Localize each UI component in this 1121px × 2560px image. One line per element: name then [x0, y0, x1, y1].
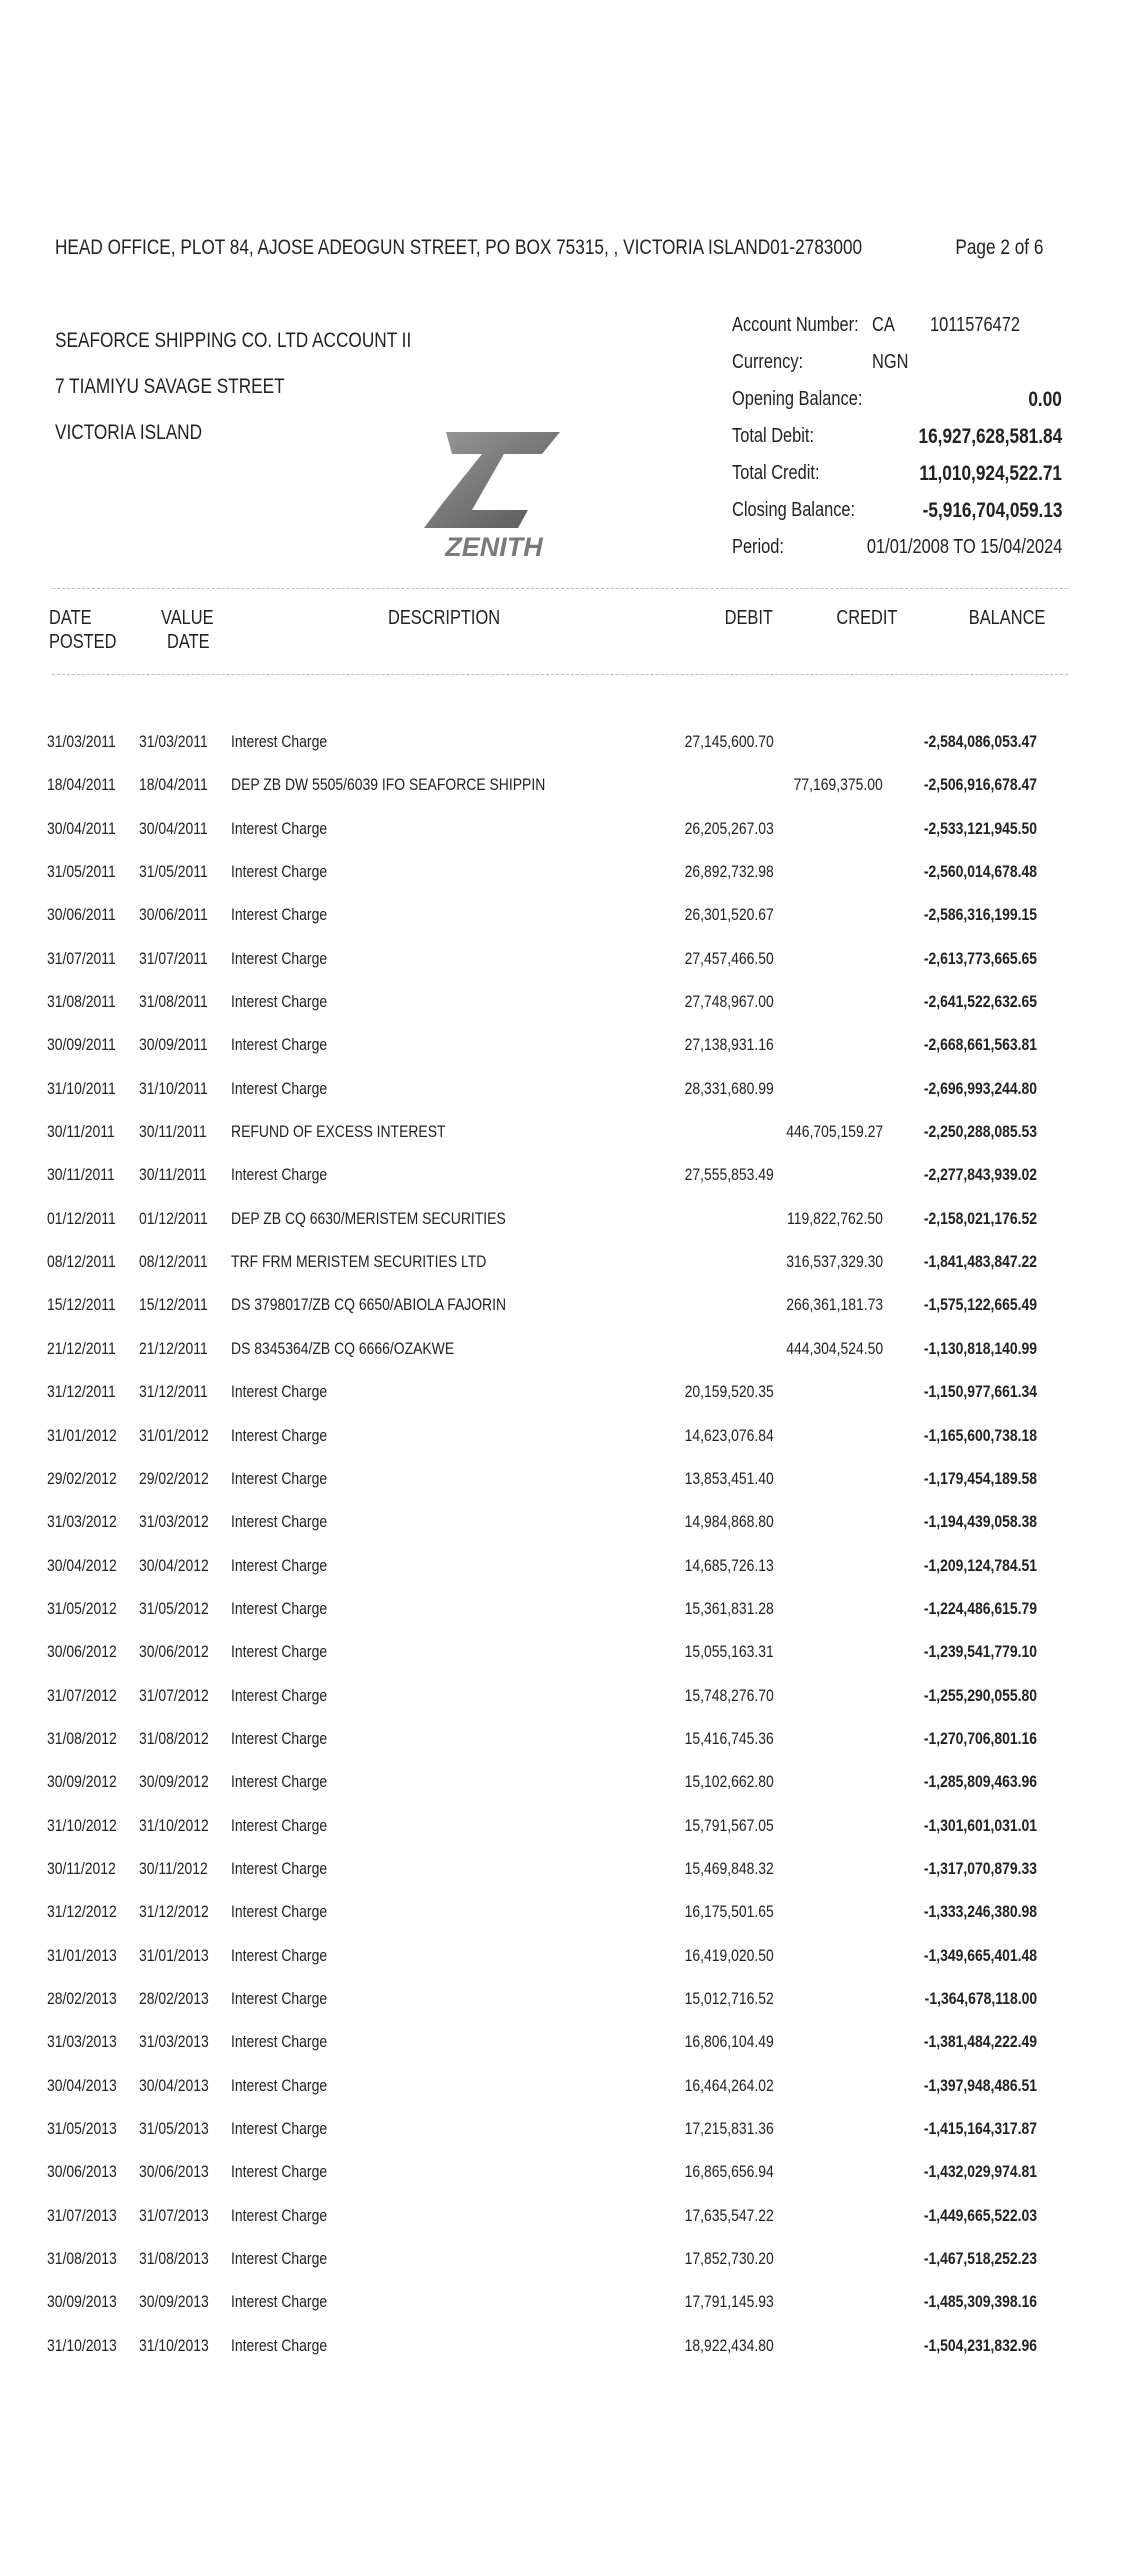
row-value-date: 31/12/2011 — [139, 1382, 208, 1402]
row-value-date: 30/11/2012 — [139, 1858, 208, 1878]
row-value-date: 31/05/2013 — [139, 2119, 209, 2138]
row-date-posted: 31/01/2012 — [47, 1425, 117, 1445]
row-value-date: 30/11/2011 — [139, 1165, 207, 1185]
row-description: Interest Charge — [231, 1512, 328, 1532]
row-credit: 266,361,181.73 — [786, 1295, 883, 1315]
row-description: Interest Charge — [231, 2075, 328, 2095]
transaction-row — [0, 850, 1121, 893]
transaction-row — [0, 1153, 1121, 1196]
transaction-row — [0, 1240, 1121, 1283]
transaction-row — [0, 893, 1121, 936]
row-description: Interest Charge — [231, 2335, 328, 2355]
row-description: Interest Charge — [231, 1382, 328, 1402]
row-debit: 27,145,600.70 — [684, 732, 774, 751]
row-value-date: 31/05/2012 — [139, 1598, 209, 1618]
row-date-posted: 31/07/2011 — [47, 948, 116, 968]
row-description: REFUND OF EXCESS INTEREST — [231, 1122, 446, 1142]
transaction-row — [0, 2324, 1121, 2367]
row-value-date: 15/12/2011 — [139, 1295, 208, 1315]
row-debit: 15,791,567.05 — [684, 1815, 774, 1835]
row-value-date: 30/04/2011 — [139, 818, 208, 838]
row-debit: 18,922,434.80 — [684, 2335, 774, 2355]
row-description: Interest Charge — [231, 1165, 328, 1185]
opening-balance-label: Opening Balance: — [732, 388, 863, 410]
transaction-row — [0, 1457, 1121, 1500]
transaction-row — [0, 1587, 1121, 1630]
row-value-date: 31/07/2012 — [139, 1685, 209, 1705]
row-debit: 28,331,680.99 — [684, 1078, 774, 1098]
row-value-date: 30/06/2011 — [139, 905, 208, 925]
transaction-row — [0, 1110, 1121, 1153]
row-description: Interest Charge — [231, 1555, 328, 1575]
row-date-posted: 31/07/2013 — [47, 2205, 117, 2225]
transaction-row — [0, 1977, 1121, 2020]
transaction-row — [0, 1023, 1121, 1066]
row-balance: -1,432,029,974.81 — [923, 2162, 1037, 2182]
total-credit-row — [732, 462, 1062, 499]
opening-balance-row — [732, 388, 1062, 425]
row-debit: 14,685,726.13 — [684, 1555, 774, 1575]
row-date-posted: 31/01/2013 — [47, 1945, 117, 1965]
transaction-row — [0, 1197, 1121, 1240]
row-debit: 27,748,967.00 — [684, 992, 774, 1012]
row-date-posted: 31/05/2012 — [47, 1598, 117, 1618]
row-balance: -2,250,288,085.53 — [923, 1122, 1037, 1142]
row-value-date: 30/09/2011 — [139, 1035, 208, 1055]
row-debit: 17,635,547.22 — [684, 2205, 774, 2225]
transaction-row — [0, 1067, 1121, 1110]
row-debit: 26,892,732.98 — [684, 862, 774, 882]
transaction-row — [0, 1414, 1121, 1457]
row-date-posted: 30/06/2012 — [47, 1642, 117, 1662]
transaction-row — [0, 1804, 1121, 1847]
row-debit: 16,806,104.49 — [684, 2032, 774, 2052]
row-date-posted: 21/12/2011 — [47, 1338, 116, 1358]
row-balance: -2,586,316,199.15 — [923, 905, 1037, 925]
row-description: Interest Charge — [231, 1685, 328, 1705]
row-description: Interest Charge — [231, 2032, 328, 2052]
zenith-z-mark — [424, 432, 560, 528]
row-description: Interest Charge — [231, 818, 328, 838]
row-value-date: 31/03/2013 — [139, 2032, 209, 2052]
row-balance: -2,668,661,563.81 — [923, 1035, 1037, 1055]
row-date-posted: 30/09/2011 — [47, 1035, 116, 1055]
row-date-posted: 31/12/2011 — [47, 1382, 116, 1402]
transaction-row — [0, 720, 1121, 763]
row-value-date: 30/06/2013 — [139, 2162, 209, 2182]
row-date-posted: 31/07/2012 — [47, 1685, 117, 1705]
transaction-row — [0, 807, 1121, 850]
zenith-logo — [424, 432, 564, 560]
row-date-posted: 31/08/2013 — [47, 2249, 117, 2269]
row-description: Interest Charge — [231, 992, 328, 1012]
row-value-date: 31/01/2012 — [139, 1425, 209, 1445]
row-date-posted: 31/05/2011 — [47, 862, 116, 882]
row-value-date: 30/04/2013 — [139, 2075, 209, 2095]
row-credit: 446,705,159.27 — [786, 1122, 883, 1142]
row-debit: 15,102,662.80 — [684, 1772, 774, 1792]
transaction-row — [0, 1630, 1121, 1673]
row-balance: -1,467,518,252.23 — [923, 2249, 1037, 2269]
transaction-row — [0, 1370, 1121, 1413]
row-balance: -1,165,600,738.18 — [923, 1425, 1037, 1445]
transaction-row — [0, 1283, 1121, 1326]
row-description: Interest Charge — [231, 1902, 328, 1922]
row-balance: -1,381,484,222.49 — [923, 2032, 1037, 2052]
row-description: DS 3798017/ZB CQ 6650/ABIOLA FAJORIN — [231, 1295, 507, 1315]
row-value-date: 31/12/2012 — [139, 1902, 209, 1922]
col-value-date: VALUE DATE — [161, 607, 214, 653]
row-balance: -1,194,439,058.38 — [923, 1512, 1037, 1532]
row-value-date: 31/10/2012 — [139, 1815, 209, 1835]
row-description: Interest Charge — [231, 1772, 328, 1792]
row-debit: 15,361,831.28 — [684, 1598, 774, 1618]
row-balance: -1,364,678,118.00 — [924, 1988, 1037, 2008]
col-credit: CREDIT — [835, 607, 897, 629]
transaction-row — [0, 2107, 1121, 2150]
row-balance: -1,285,809,463.96 — [923, 1772, 1037, 1792]
row-debit: 26,301,520.67 — [684, 905, 774, 925]
col-date-posted: DATE POSTED — [49, 607, 117, 653]
row-description: Interest Charge — [231, 1815, 328, 1835]
row-date-posted: 31/03/2013 — [47, 2032, 117, 2052]
row-balance: -2,506,916,678.47 — [923, 775, 1037, 795]
total-debit-row — [732, 425, 1062, 462]
account-summary — [732, 314, 1062, 573]
transaction-row — [0, 1674, 1121, 1717]
row-date-posted: 30/04/2012 — [47, 1555, 117, 1575]
row-description: DEP ZB CQ 6630/MERISTEM SECURITIES — [231, 1208, 506, 1228]
row-date-posted: 31/08/2011 — [47, 992, 116, 1012]
total-debit-label: Total Debit: — [732, 425, 815, 447]
row-balance: -2,158,021,176.52 — [923, 1208, 1037, 1228]
col-description: DESCRIPTION — [388, 607, 501, 629]
row-value-date: 30/09/2013 — [139, 2292, 209, 2312]
customer-address-line2: VICTORIA ISLAND — [55, 421, 203, 444]
period-row — [732, 536, 1062, 573]
row-balance: -2,641,522,632.65 — [923, 992, 1037, 1012]
row-description: Interest Charge — [231, 1078, 328, 1098]
row-balance: -1,301,601,031.01 — [923, 1815, 1037, 1835]
transaction-row — [0, 1327, 1121, 1370]
row-value-date: 30/09/2012 — [139, 1772, 209, 1792]
currency-value: NGN — [872, 351, 909, 373]
row-date-posted: 30/06/2011 — [47, 905, 116, 925]
row-date-posted: 31/03/2012 — [47, 1512, 117, 1532]
row-date-posted: 30/11/2011 — [47, 1122, 115, 1142]
row-balance: -1,179,454,189.58 — [923, 1468, 1037, 1488]
row-balance: -1,209,124,784.51 — [923, 1555, 1037, 1575]
row-description: Interest Charge — [231, 2249, 328, 2269]
transaction-row — [0, 2064, 1121, 2107]
row-balance: -1,349,665,401.48 — [923, 1945, 1037, 1965]
opening-balance-value: 0.00 — [1028, 388, 1062, 411]
row-debit: 15,012,716.52 — [684, 1988, 774, 2008]
row-credit: 119,822,762.50 — [787, 1208, 883, 1228]
row-debit: 15,416,745.36 — [684, 1728, 774, 1748]
row-value-date: 31/03/2012 — [139, 1512, 209, 1532]
transaction-row — [0, 1717, 1121, 1760]
bank-address-text: HEAD OFFICE, PLOT 84, AJOSE ADEOGUN STREET, PO BOX 75315, , VICTORIA ISLAND01-2783000 — [55, 236, 863, 259]
row-balance: -1,504,231,832.96 — [923, 2335, 1037, 2355]
row-debit: 17,852,730.20 — [684, 2249, 774, 2269]
row-value-date: 31/08/2012 — [139, 1728, 209, 1748]
row-balance: -1,150,977,661.34 — [923, 1382, 1037, 1402]
row-value-date: 31/10/2013 — [139, 2335, 209, 2355]
row-description: TRF FRM MERISTEM SECURITIES LTD — [231, 1252, 487, 1272]
row-debit: 27,457,466.50 — [684, 948, 774, 968]
period-value: 01/01/2008 TO 15/04/2024 — [866, 536, 1062, 558]
row-description: Interest Charge — [231, 1988, 328, 2008]
transaction-row — [0, 2237, 1121, 2280]
closing-balance-value: -5,916,704,059.13 — [922, 499, 1062, 522]
row-description: Interest Charge — [231, 2162, 328, 2182]
col-balance: BALANCE — [968, 607, 1045, 629]
col-debit: DEBIT — [724, 607, 773, 629]
row-balance: -2,613,773,665.65 — [923, 948, 1037, 968]
transaction-row — [0, 1500, 1121, 1543]
row-description: Interest Charge — [231, 1728, 328, 1748]
row-balance: -1,485,309,398.16 — [923, 2292, 1037, 2312]
row-value-date: 21/12/2011 — [139, 1338, 208, 1358]
row-debit: 15,469,848.32 — [684, 1858, 774, 1878]
row-description: Interest Charge — [231, 1945, 328, 1965]
currency-row — [732, 351, 1062, 388]
header-divider-bottom — [52, 674, 1068, 675]
row-debit: 16,419,020.50 — [684, 1945, 774, 1965]
row-balance: -2,277,843,939.02 — [923, 1165, 1037, 1185]
row-debit: 26,205,267.03 — [684, 818, 774, 838]
row-date-posted: 29/02/2012 — [47, 1468, 117, 1488]
currency-label: Currency: — [732, 351, 804, 373]
row-value-date: 31/03/2011 — [139, 732, 208, 751]
row-description: Interest Charge — [231, 2119, 328, 2138]
row-value-date: 30/04/2012 — [139, 1555, 209, 1575]
row-date-posted: 15/12/2011 — [47, 1295, 116, 1315]
row-value-date: 31/08/2011 — [139, 992, 208, 1012]
transaction-row — [0, 1890, 1121, 1933]
row-debit: 13,853,451.40 — [684, 1468, 774, 1488]
row-credit: 316,537,329.30 — [786, 1252, 883, 1272]
row-value-date: 30/06/2012 — [139, 1642, 209, 1662]
transaction-row — [0, 2280, 1121, 2323]
transaction-row — [0, 1544, 1121, 1587]
row-date-posted: 31/10/2012 — [47, 1815, 117, 1835]
row-date-posted: 31/03/2011 — [47, 732, 116, 751]
row-value-date: 31/01/2013 — [139, 1945, 209, 1965]
row-description: Interest Charge — [231, 948, 328, 968]
row-date-posted: 31/08/2012 — [47, 1728, 117, 1748]
row-description: Interest Charge — [231, 1468, 328, 1488]
row-description: Interest Charge — [231, 1642, 328, 1662]
row-balance: -1,415,164,317.87 — [923, 2119, 1037, 2138]
row-description: Interest Charge — [231, 862, 328, 882]
row-description: Interest Charge — [231, 1035, 328, 1055]
row-value-date: 18/04/2011 — [139, 775, 208, 795]
row-debit: 27,138,931.16 — [684, 1035, 774, 1055]
row-value-date: 08/12/2011 — [139, 1252, 208, 1272]
row-debit: 16,175,501.65 — [684, 1902, 774, 1922]
account-number-value: 1011576472 — [930, 314, 1020, 336]
row-balance: -1,841,483,847.22 — [923, 1252, 1037, 1272]
customer-address-line1: 7 TIAMIYU SAVAGE STREET — [55, 375, 285, 398]
page-number — [936, 236, 1043, 260]
row-date-posted: 31/10/2013 — [47, 2335, 117, 2355]
row-date-posted: 30/11/2011 — [47, 1165, 115, 1185]
transaction-row — [0, 763, 1121, 806]
total-credit-value: 11,010,924,522.71 — [919, 462, 1062, 485]
row-value-date: 31/05/2011 — [139, 862, 208, 882]
transaction-row — [0, 937, 1121, 980]
row-balance: -1,255,290,055.80 — [923, 1685, 1037, 1705]
period-label: Period: — [732, 536, 784, 558]
row-credit: 444,304,524.50 — [786, 1338, 883, 1358]
row-description: Interest Charge — [231, 1598, 328, 1618]
row-date-posted: 30/09/2012 — [47, 1772, 117, 1792]
row-date-posted: 01/12/2011 — [47, 1208, 116, 1228]
closing-balance-label: Closing Balance: — [732, 499, 856, 521]
row-date-posted: 30/09/2013 — [47, 2292, 117, 2312]
closing-balance-row — [732, 499, 1062, 536]
row-date-posted: 31/05/2013 — [47, 2119, 117, 2138]
transaction-row — [0, 2150, 1121, 2193]
row-balance: -1,333,246,380.98 — [923, 1902, 1037, 1922]
row-balance: -2,696,993,244.80 — [923, 1078, 1037, 1098]
row-description: Interest Charge — [231, 905, 328, 925]
row-value-date: 28/02/2013 — [139, 1988, 209, 2008]
row-description: Interest Charge — [231, 2205, 328, 2225]
row-description: Interest Charge — [231, 732, 328, 751]
column-headers — [0, 606, 1121, 666]
total-debit-value: 16,927,628,581.84 — [918, 425, 1062, 448]
row-balance: -1,397,948,486.51 — [923, 2075, 1037, 2095]
row-value-date: 31/08/2013 — [139, 2249, 209, 2269]
account-number-label: Account Number: — [732, 314, 859, 336]
transaction-row — [0, 2020, 1121, 2063]
row-value-date: 30/11/2011 — [139, 1122, 207, 1142]
row-debit: 14,984,868.80 — [684, 1512, 774, 1532]
row-balance: -1,575,122,665.49 — [923, 1295, 1037, 1315]
row-value-date: 01/12/2011 — [139, 1208, 208, 1228]
transaction-row — [0, 1934, 1121, 1977]
row-debit: 15,748,276.70 — [684, 1685, 774, 1705]
row-value-date: 29/02/2012 — [139, 1468, 209, 1488]
row-date-posted: 31/10/2011 — [47, 1078, 116, 1098]
row-balance: -1,130,818,140.99 — [923, 1338, 1037, 1358]
transaction-row — [0, 1847, 1121, 1890]
header-divider-top — [52, 588, 1068, 589]
customer-name: SEAFORCE SHIPPING CO. LTD ACCOUNT II — [55, 329, 412, 352]
row-date-posted: 31/12/2012 — [47, 1902, 117, 1922]
row-debit: 14,623,076.84 — [684, 1425, 774, 1445]
row-balance: -2,560,014,678.48 — [923, 862, 1037, 882]
row-value-date: 31/07/2013 — [139, 2205, 209, 2225]
row-balance: -1,224,486,615.79 — [923, 1598, 1037, 1618]
transaction-list — [0, 720, 1121, 2367]
row-balance: -1,317,070,879.33 — [923, 1858, 1037, 1878]
page-number-text: Page 2 of 6 — [954, 236, 1043, 259]
total-credit-label: Total Credit: — [732, 462, 820, 484]
transaction-row — [0, 2194, 1121, 2237]
account-type: CA — [872, 314, 895, 336]
transaction-row — [0, 980, 1121, 1023]
row-date-posted: 18/04/2011 — [47, 775, 116, 795]
row-debit: 17,791,145.93 — [684, 2292, 774, 2312]
row-description: DS 8345364/ZB CQ 6666/OZAKWE — [231, 1338, 455, 1358]
account-number-row — [732, 314, 1062, 351]
row-description: Interest Charge — [231, 2292, 328, 2312]
row-balance: -1,270,706,801.16 — [923, 1728, 1037, 1748]
row-debit: 27,555,853.49 — [684, 1165, 774, 1185]
row-balance: -1,449,665,522.03 — [923, 2205, 1037, 2225]
row-date-posted: 08/12/2011 — [47, 1252, 116, 1272]
row-debit: 20,159,520.35 — [684, 1382, 774, 1402]
row-debit: 16,865,656.94 — [684, 2162, 774, 2182]
row-date-posted: 30/11/2012 — [47, 1858, 116, 1878]
row-date-posted: 30/04/2011 — [47, 818, 116, 838]
row-credit: 77,169,375.00 — [793, 775, 883, 795]
row-balance: -1,239,541,779.10 — [923, 1642, 1037, 1662]
row-debit: 17,215,831.36 — [684, 2119, 774, 2138]
zenith-logo-wordmark: ZENITH — [445, 532, 543, 560]
row-value-date: 31/07/2011 — [139, 948, 208, 968]
row-date-posted: 30/06/2013 — [47, 2162, 117, 2182]
row-description: Interest Charge — [231, 1858, 328, 1878]
row-description: Interest Charge — [231, 1425, 328, 1445]
bank-head-office-address — [55, 236, 1039, 260]
row-description: DEP ZB DW 5505/6039 IFO SEAFORCE SHIPPIN — [231, 775, 546, 795]
row-date-posted: 28/02/2013 — [47, 1988, 117, 2008]
row-debit: 15,055,163.31 — [684, 1642, 774, 1662]
row-value-date: 31/10/2011 — [139, 1078, 208, 1098]
row-debit: 16,464,264.02 — [684, 2075, 774, 2095]
row-balance: -2,533,121,945.50 — [923, 818, 1037, 838]
row-date-posted: 30/04/2013 — [47, 2075, 117, 2095]
row-balance: -2,584,086,053.47 — [923, 732, 1037, 751]
transaction-row — [0, 1760, 1121, 1803]
